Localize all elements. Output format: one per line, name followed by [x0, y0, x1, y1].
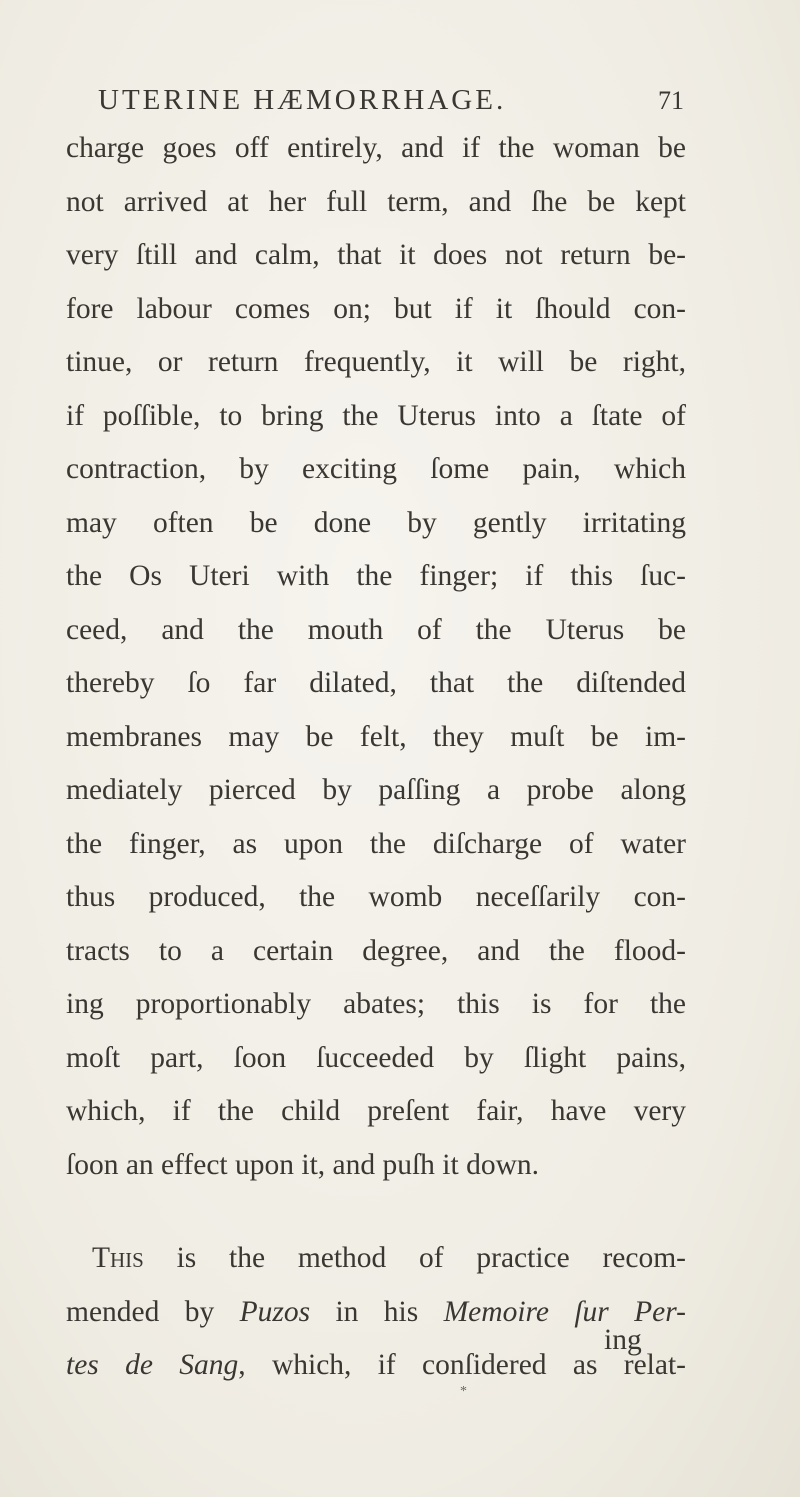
text-line: fore labour comes on; but if it ſhould con- [66, 292, 686, 325]
work-title: Memoire ſur Per- [443, 1295, 686, 1328]
running-title: UTERINE HÆMORRHAGE. [98, 84, 507, 116]
paragraph-1 [66, 122, 686, 1192]
text-line: the finger, as upon the diſcharge of water [66, 827, 686, 860]
text-line: which, if the child preſent fair, have very [66, 1095, 686, 1127]
text-line: tinue, or return frequently, it will be right, [66, 346, 686, 378]
text-line: contraction, by exciting ſome pain, which [66, 453, 686, 485]
text-line: very ſtill and calm, that it does not return be- [66, 239, 686, 271]
text-line: not arrived at her full term, and ſhe be kept [66, 185, 686, 218]
author-name: Puzos [239, 1295, 311, 1328]
catchword: ing [604, 1324, 642, 1356]
text-run: in his [310, 1295, 444, 1328]
text-line: ing proportionably abates; this is for the [66, 988, 686, 1020]
small-caps-opening: This [92, 1242, 144, 1274]
printer-mark: * [460, 1384, 467, 1399]
page-body [66, 122, 686, 1393]
running-header [98, 84, 684, 117]
work-title: tes de Sang [66, 1349, 239, 1381]
text-line: ceed, and the mouth of the Uterus be [66, 613, 686, 646]
text-line: thereby ſo far dilated, that the diſtended [66, 667, 686, 699]
text-line: tracts to a certain degree, and the flood- [66, 934, 686, 967]
text-line: charge goes off entirely, and if the woman be [66, 132, 686, 164]
text-line [66, 1232, 686, 1286]
text-line: ſoon an effect upon it, and puſh it down. [66, 1148, 540, 1181]
text-line: if poſſible, to bring the Uterus into a ſtate of [66, 399, 686, 432]
text-line: may often be done by gently irritating [66, 506, 686, 539]
text-line: the Os Uteri with the finger; if this ſuc- [66, 560, 686, 592]
paragraph-gap [66, 1192, 686, 1232]
text-run: mended by [66, 1295, 240, 1328]
text-line [66, 1339, 686, 1393]
page-number: 71 [658, 86, 684, 115]
text-line [66, 1286, 686, 1340]
text-line: mediately pierced by paſſing a probe along [66, 774, 686, 806]
paragraph-2 [66, 1232, 686, 1393]
text-run: is the method of practice recom- [143, 1242, 686, 1274]
text-line: thus produced, the womb neceſſarily con- [66, 881, 686, 913]
text-line: membranes may be felt, they muſt be im- [66, 720, 686, 753]
text-line: moſt part, ſoon ſucceeded by ſlight pains, [66, 1041, 686, 1074]
text-run: , which, if conſidered as relat- [238, 1349, 686, 1381]
